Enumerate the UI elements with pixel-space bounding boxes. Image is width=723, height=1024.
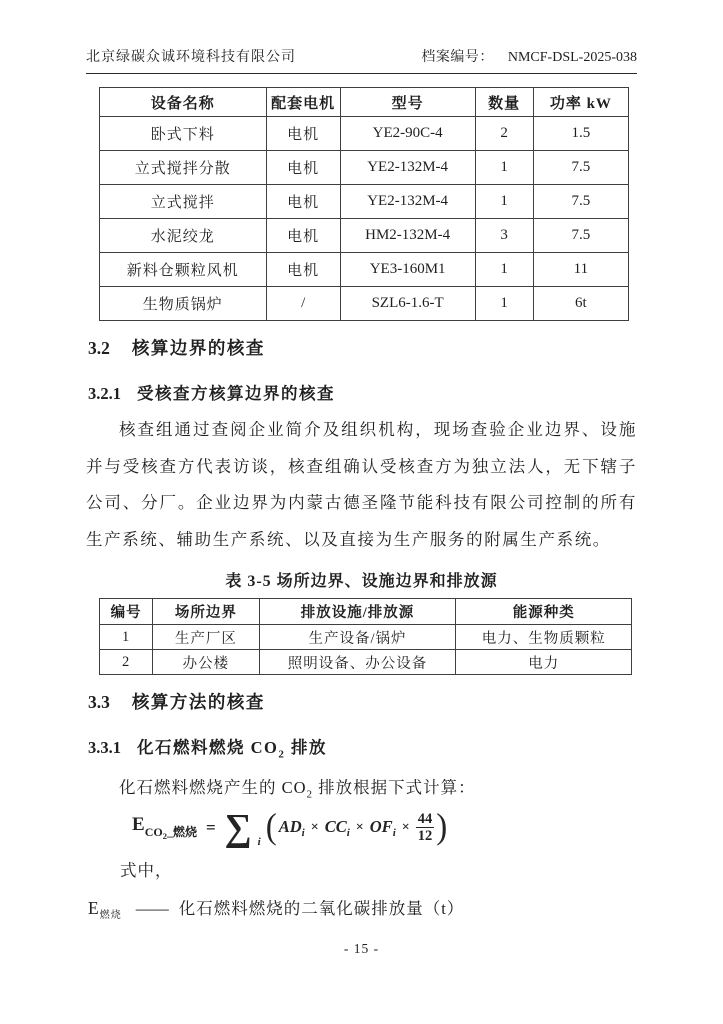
col-header-device-name: 设备名称 [100, 88, 267, 117]
cell-model: HM2-132M-4 [340, 219, 475, 253]
cell-site-boundary: 生产厂区 [153, 625, 259, 650]
col-header-power: 功率 kW [533, 88, 628, 117]
cell-model: YE2-132M-4 [340, 185, 475, 219]
e-combustion-symbol: $E_{燃烧}$ [88, 897, 122, 921]
cell-power: 7.5 [533, 185, 628, 219]
cell-model: YE3-160M1 [340, 253, 475, 287]
cell-power: 6t [533, 287, 628, 321]
cell-device-name: 立式搅拌分散 [100, 151, 267, 185]
symbol-definition-line [88, 895, 637, 921]
table-row [100, 185, 629, 219]
cell-motor: 电机 [266, 185, 340, 219]
section-number: 3.2 [88, 338, 110, 358]
boundary-table [99, 598, 632, 675]
multiply-sign: × [401, 819, 410, 835]
cell-device-name: 水泥绞龙 [100, 219, 267, 253]
cell-power: 11 [533, 253, 628, 287]
table-row [100, 625, 632, 650]
archive-number: NMCF-DSL-2025-038 [507, 50, 637, 65]
col-header-energy-type: 能源种类 [456, 599, 632, 625]
definition-text: 化石燃料燃烧的二氧化碳排放量（t） [178, 898, 465, 918]
section-title: 核算边界的核查 [131, 338, 265, 358]
cell-quantity: 2 [475, 117, 533, 151]
cell-emission-source: 照明设备、办公设备 [259, 650, 456, 675]
equipment-table-header-row [100, 88, 629, 117]
co2-combustion-formula [132, 806, 637, 849]
table-row [100, 287, 629, 321]
cell-quantity: 1 [475, 287, 533, 321]
carbon-content-variable: $CC_i$ [324, 816, 350, 839]
table-3-5-caption: 表 3-5 场所边界、设施边界和排放源 [225, 573, 498, 590]
cell-device-name: 立式搅拌 [100, 185, 267, 219]
section-number: 3.3.1 [88, 738, 121, 757]
multiply-sign: × [310, 819, 319, 835]
cell-index: 2 [100, 650, 153, 675]
summation-index: i [257, 835, 261, 848]
cell-site-boundary: 办公楼 [153, 650, 259, 675]
archive-label: 档案编号： [421, 50, 494, 65]
definition-dash: —— [135, 898, 169, 918]
activity-data-variable: $AD_i$ [278, 816, 305, 839]
col-header-quantity: 数量 [475, 88, 533, 117]
section-title: 核算方法的核查 [131, 692, 265, 712]
cell-energy-type: 电力 [456, 650, 632, 675]
cell-motor: / [266, 287, 340, 321]
cell-motor: 电机 [266, 151, 340, 185]
section-title: 化石燃料燃烧 $CO_2$ 排放 [137, 738, 327, 761]
cell-model: YE2-90C-4 [340, 117, 475, 151]
section-title: 受核查方核算边界的核查 [137, 384, 335, 403]
col-header-index: 编号 [100, 599, 153, 625]
boundary-verification-paragraph: 核查组通过查阅企业简介及组织机构，现场查验企业边界、设施并与受核查方代表访谈，核查组确认受核查方为独立法人，无下辖子公司、分厂。企业边界为内蒙古德圣隆节能科技有限公司控制的所有生产系统、辅助生产系统、以及直接为生产服务的附属生产系统。 [86, 420, 637, 549]
company-name: 北京绿碳众诚环境科技有限公司 [86, 50, 296, 65]
table-row [100, 151, 629, 185]
cell-quantity: 1 [475, 185, 533, 219]
section-heading-3-2 [88, 335, 637, 360]
open-paren: ( [265, 807, 277, 847]
cell-model: YE2-132M-4 [340, 151, 475, 185]
page-header [86, 46, 637, 74]
table-row [100, 117, 629, 151]
section-heading-3-2-1 [88, 380, 637, 404]
table-row [100, 219, 629, 253]
table-row [100, 253, 629, 287]
cell-motor: 电机 [266, 253, 340, 287]
cell-quantity: 3 [475, 219, 533, 253]
co2-subscript: 2 [306, 788, 314, 801]
co2-subscript: 2 [278, 748, 286, 761]
cell-energy-type: 电力、生物质颗粒 [456, 625, 632, 650]
section-number: 3.3 [88, 692, 110, 712]
summation-symbol: ∑ i [224, 806, 261, 849]
calculation-intro-line: 化石燃料燃烧产生的 $CO_2$ 排放根据下式计算： [119, 778, 476, 801]
cell-device-name: 新料仓颗粒风机 [100, 253, 267, 287]
cell-power: 1.5 [533, 117, 628, 151]
fraction-44-12: $\frac{44}{12}$ [417, 810, 433, 845]
cell-power: 7.5 [533, 219, 628, 253]
cell-power: 7.5 [533, 151, 628, 185]
section-heading-3-3-1 [88, 734, 637, 760]
section-heading-3-3 [88, 689, 637, 714]
col-header-site-boundary: 场所边界 [153, 599, 259, 625]
boundary-table-header-row [100, 599, 632, 625]
cell-device-name: 生物质锅炉 [100, 287, 267, 321]
equipment-table [99, 87, 629, 321]
cell-model: SZL6-1.6-T [340, 287, 475, 321]
table-row [100, 650, 632, 675]
oxidation-factor-variable: $OF_i$ [369, 816, 396, 839]
archive-number-block [421, 46, 637, 66]
cell-quantity: 1 [475, 253, 533, 287]
page-number: - 15 - [343, 941, 380, 956]
equals-sign: = [205, 817, 216, 837]
close-paren: ) [436, 807, 448, 847]
col-header-emission-source: 排放设施/排放源 [259, 599, 456, 625]
cell-device-name: 卧式下料 [100, 117, 267, 151]
cell-motor: 电机 [266, 219, 340, 253]
where-label: 式中， [120, 860, 173, 880]
col-header-motor: 配套电机 [266, 88, 340, 117]
cell-motor: 电机 [266, 117, 340, 151]
section-number: 3.2.1 [88, 384, 121, 403]
cell-quantity: 1 [475, 151, 533, 185]
cell-index: 1 [100, 625, 153, 650]
formula-body [279, 811, 435, 845]
multiply-sign: × [355, 819, 364, 835]
formula-lhs-symbol: $E_{CO_2\_燃烧}$ [132, 814, 197, 842]
cell-emission-source: 生产设备/锅炉 [259, 625, 456, 650]
col-header-model: 型号 [340, 88, 475, 117]
